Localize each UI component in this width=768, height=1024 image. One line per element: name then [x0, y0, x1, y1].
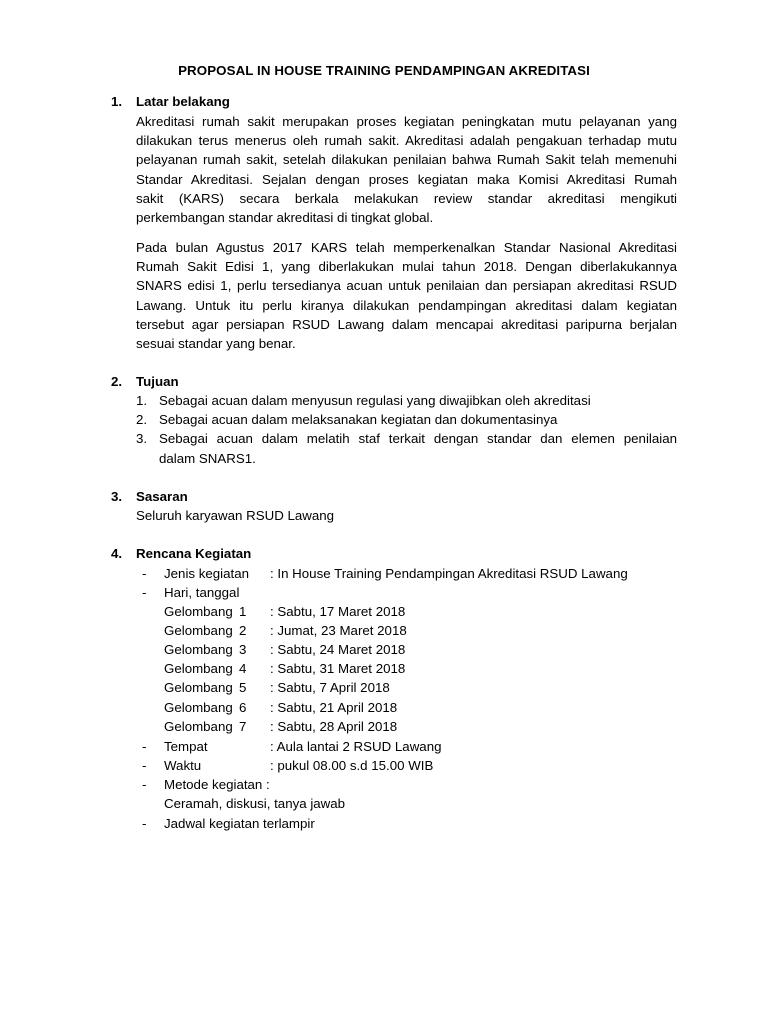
- bullet-dash: -: [142, 585, 147, 600]
- text-line: tersebut agar persiapan RSUD Lawang dalam mencapai akreditasi paripurna berjalan: [136, 316, 677, 332]
- text-line: perkembangan standar akreditasi di tingkat global.: [136, 210, 434, 226]
- metode-kegiatan-value: Ceramah, diskusi, tanya jawab: [164, 796, 346, 811]
- text-line: SNARS edisi 1, perlu tersedianya acuan untuk penilaian dan persiapan akreditasi RSUD: [136, 278, 677, 294]
- text-line: sakit (KARS) secara berkala melakukan review standar akreditasi mengikuti: [136, 190, 677, 206]
- text-line: Lawang. Untuk itu perlu kiranya dilakukan pendampingan akreditasi dalam kegiatan: [136, 297, 677, 313]
- bullet-dash: -: [142, 816, 147, 831]
- paragraph-latar-belakang-1: [136, 112, 677, 227]
- sasaran-text: Seluruh karyawan RSUD Lawang: [136, 508, 335, 523]
- section-heading-tujuan: 2. Tujuan: [111, 374, 179, 389]
- bullet-dash: -: [142, 566, 147, 581]
- document-title: PROPOSAL IN HOUSE TRAINING PENDAMPINGAN AKREDITASI: [178, 63, 590, 78]
- list-item: 3. Sebagai acuan dalam melatih staf terkait dengan standar dan elemen penilaian dalam SNARS1.: [136, 431, 677, 466]
- text-line: Standar Akreditasi. Sejalan dengan proses kegiatan maka Komisi Akreditasi Rumah: [136, 171, 677, 187]
- section-heading-latar-belakang: 1. Latar belakang: [111, 94, 230, 109]
- section-heading-sasaran: 3. Sasaran: [111, 489, 188, 504]
- text-line: pelayanan rumah sakit, setelah dilakukan penilaian bahwa Rumah Sakit telah memenuhi: [136, 152, 677, 168]
- text-line: Akreditasi rumah sakit merupakan proses kegiatan peningkatan mutu pelayanan yang: [136, 114, 677, 129]
- tujuan-list: [136, 391, 677, 468]
- text-line: sesuai standar yang benar.: [136, 336, 296, 352]
- bullet-dash: -: [142, 777, 147, 792]
- section-heading-rencana-kegiatan: 4. Rencana Kegiatan: [111, 546, 252, 561]
- list-item: 1. Sebagai acuan dalam menyusun regulasi yang diwajibkan oleh akreditasi: [136, 393, 591, 408]
- bullet-dash: -: [142, 739, 147, 754]
- text-line: dilakukan terus menerus oleh rumah sakit. Akreditasi adalah pengakuan terhadap mutu: [136, 133, 677, 149]
- list-item: 2. Sebagai acuan dalam melaksanakan kegiatan dan dokumentasinya: [136, 412, 558, 428]
- bullet-dash: -: [142, 758, 147, 773]
- document-page: PROPOSAL IN HOUSE TRAINING PENDAMPINGAN AKREDITASI 1. Latar belakang Akreditasi rumah sakit merupakan proses kegiatan peningkatan mutu pelayanan yang dilakukan terus menerus oleh rumah sakit. Akreditasi adalah pengakuan terhadap mutu pelayanan rumah sakit, setelah dilakukan penilaian bahwa Rumah Sakit telah memenuhi Standar Akreditasi. Sejalan dengan proses kegiatan maka Komisi Akreditasi Rumah sakit (KARS) secara berkala melakukan review standar akreditasi mengikuti perkembangan standar akreditasi di tingkat global. Pada bulan Agustus 2017 KARS telah memperkenalkan Standar Nasional Akreditasi Rumah Sakit Edisi 1, yang diberlakukan mulai tahun 2018. Dengan diberlakukannya SNARS edisi 1, perlu tersedianya acuan untuk penilaian dan persiapan akreditasi RSUD Lawang. Untuk itu perlu kiranya dilakukan pendampingan akreditasi dalam kegiatan tersebut agar persiapan RSUD Lawang dalam mencapai akreditasi paripurna berjalan sesuai standar yang benar. 2. Tujuan 1. Sebagai acuan dalam menyusun regulasi yang diwajibkan oleh akreditasi 2. Sebagai acuan dalam melaksanakan kegiatan dan dokumentasinya 3. Sebagai acuan dalam melatih staf terkait dengan standar dan elemen penilaian dalam SNARS1. 3. Sasaran Seluruh karyawan RSUD Lawang 4. Rencana Kegiatan - Jenis kegiatan : In House Training Pendampingan Akreditasi RSUD Lawang - Hari, tanggal Gelombang 1 : Sabtu, 17 Maret 2018 Gelombang 2 : Jumat, 23 Maret 2018 Gelombang 3 : Sabtu, 24 Maret 2018 Gelombang 4 : Sabtu, 31 Maret 2018 Gelombang 5 : Sabtu, 7 April 2018 Gelombang 6 : Sabtu, 21 April 2018 Gelombang 7 : Sabtu, 28 April 2018 - Tempat : Aula lantai 2 RSUD Lawang - Waktu : pukul 08.00 s.d 15.00 WIB - Metode kegiatan : Ceramah, diskusi, tanya jawab - Jadwal kegiatan terlampir: [0, 0, 768, 1024]
- text-line: Pada bulan Agustus 2017 KARS telah memperkenalkan Standar Nasional Akreditasi: [136, 240, 677, 255]
- text-line: Rumah Sakit Edisi 1, yang diberlakukan mulai tahun 2018. Dengan diberlakukannya: [136, 259, 677, 275]
- paragraph-latar-belakang-2: [136, 238, 677, 353]
